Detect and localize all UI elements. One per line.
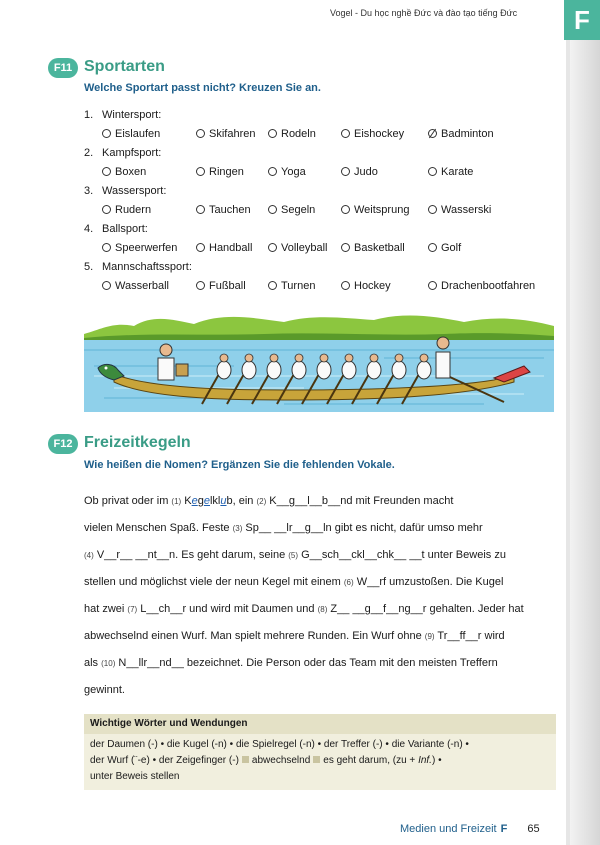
circle-icon[interactable] xyxy=(268,129,277,138)
text-line xyxy=(84,569,554,596)
circle-icon[interactable] xyxy=(268,205,277,214)
text-segment: Z__ __g__f__ng__r gehalten. Jeder hat xyxy=(327,603,524,615)
header-text: Vogel - Du học nghề Đức và đào tạo tiếng Đức xyxy=(330,8,518,18)
option-label: Skifahren xyxy=(209,128,256,140)
text-line xyxy=(84,488,554,515)
filled-answer[interactable]: e xyxy=(191,495,198,507)
option-item[interactable] xyxy=(102,163,146,182)
text-segment: N__llr__nd__ bezeichnet. Die Person oder das Team mit den meisten Treffern xyxy=(115,657,498,669)
text-line xyxy=(84,650,554,677)
option-item[interactable] xyxy=(341,239,405,258)
page-edge xyxy=(570,0,600,845)
option-label: Fußball xyxy=(209,280,246,292)
gap-number: (7) xyxy=(127,605,138,614)
circle-icon[interactable] xyxy=(196,205,205,214)
text-segment: als xyxy=(84,657,102,669)
option-label: Weitsprung xyxy=(354,204,410,216)
gap-number: (1) xyxy=(171,497,182,506)
circle-icon[interactable] xyxy=(428,167,437,176)
text-segment: K xyxy=(181,495,192,507)
chapter-tab: F xyxy=(564,0,600,40)
text-segment: stellen und möglichst viele der neun Kegel mit einem xyxy=(84,576,344,588)
text-line xyxy=(84,515,554,542)
instruction-f11: Welche Sportart passt nicht? Kreuzen Sie an. xyxy=(84,82,321,94)
gap-number: (6) xyxy=(343,578,354,587)
text-segment: Sp__ __lr__g__ln gibt es nicht, dafür umso mehr xyxy=(242,522,483,534)
text-segment: W__rf umzustoßen. Die Kugel xyxy=(353,576,504,588)
option-item[interactable] xyxy=(428,239,461,258)
circle-icon[interactable] xyxy=(268,243,277,252)
option-item[interactable] xyxy=(428,163,473,182)
option-label: Drachenbootfahren xyxy=(441,280,536,292)
gap-number: (9) xyxy=(424,632,435,641)
text-segment: K__g__l__b__nd mit Freunden macht xyxy=(266,495,454,507)
circle-icon[interactable] xyxy=(196,243,205,252)
option-item[interactable] xyxy=(428,277,535,296)
option-item[interactable] xyxy=(341,125,404,144)
text-segment: hat zwei xyxy=(84,603,128,615)
option-label: Rudern xyxy=(115,204,152,216)
option-item[interactable] xyxy=(196,277,246,296)
vocab-line-3: unter Beweis stellen xyxy=(90,771,180,782)
vocab-body xyxy=(84,734,556,790)
gap-number: (4) xyxy=(84,551,94,560)
option-label: Karate xyxy=(441,166,474,178)
option-item[interactable] xyxy=(196,163,244,182)
option-item[interactable] xyxy=(268,277,315,296)
text-segment: lkl xyxy=(209,495,221,507)
page-edge-shadow xyxy=(566,0,570,845)
text-line xyxy=(84,542,554,569)
option-item[interactable] xyxy=(196,125,255,144)
gap-number: (10) xyxy=(101,659,116,668)
circle-icon[interactable] xyxy=(428,243,437,252)
exercise-badge-f11: F11 xyxy=(48,58,78,78)
option-label: Boxen xyxy=(115,166,147,178)
circle-icon[interactable] xyxy=(341,243,350,252)
option-item[interactable] xyxy=(102,201,151,220)
question-label: 3. Wassersport: xyxy=(84,185,167,197)
option-label: Volleyball xyxy=(281,242,328,254)
circle-icon[interactable] xyxy=(196,167,205,176)
option-label: Rodeln xyxy=(281,128,316,140)
option-label: Turnen xyxy=(281,280,316,292)
option-item[interactable] xyxy=(196,201,251,220)
page-footer xyxy=(400,823,540,835)
cloze-text xyxy=(84,488,554,704)
option-label: Eishockey xyxy=(354,128,405,140)
dragon-boat-illustration xyxy=(84,308,554,418)
text-segment: L__ch__r und wird mit Daumen und xyxy=(137,603,318,615)
circle-icon[interactable] xyxy=(102,281,111,290)
option-label: Golf xyxy=(441,242,462,254)
option-item[interactable] xyxy=(341,163,378,182)
vocab-line-1: der Daumen (-) • die Kugel (-n) • die Spielregel (-n) • der Treffer (-) • die Variante (-n) • xyxy=(90,739,469,750)
circle-icon[interactable] xyxy=(341,129,350,138)
option-item[interactable] xyxy=(196,239,252,258)
text-segment: vielen Menschen Spaß. Feste xyxy=(84,522,233,534)
text-segment: b, ein xyxy=(226,495,257,507)
filled-answer[interactable]: e xyxy=(203,495,210,507)
circle-icon[interactable] xyxy=(268,281,277,290)
question-label: 2. Kampfsport: xyxy=(84,147,162,159)
circle-icon[interactable] xyxy=(341,281,350,290)
footer-letter: F xyxy=(500,823,508,835)
page-number: 65 xyxy=(527,823,540,835)
options-row xyxy=(84,125,564,144)
circle-icon[interactable] xyxy=(196,281,205,290)
circle-icon[interactable] xyxy=(102,167,111,176)
circle-icon[interactable] xyxy=(196,129,205,138)
circle-icon[interactable] xyxy=(102,205,111,214)
gap-number: (2) xyxy=(256,497,267,506)
text-segment: g xyxy=(197,495,204,507)
section-title-sportarten: Sportarten xyxy=(84,58,165,75)
separator-square-icon xyxy=(313,756,320,763)
option-label: Wasserball xyxy=(115,280,169,292)
option-label: Hockey xyxy=(354,280,391,292)
exercise-badge-f12: F12 xyxy=(48,434,78,454)
gap-number: (8) xyxy=(317,605,328,614)
filled-answer[interactable]: u xyxy=(220,495,227,507)
gap-number: (5) xyxy=(288,551,299,560)
options-row xyxy=(84,239,564,258)
option-item[interactable] xyxy=(341,201,409,220)
option-item[interactable] xyxy=(341,277,391,296)
question-label: 5. Mannschaftssport: xyxy=(84,261,192,273)
text-line xyxy=(84,623,554,650)
option-label: Handball xyxy=(209,242,253,254)
question-label: 4. Ballsport: xyxy=(84,223,148,235)
option-item[interactable] xyxy=(268,125,316,144)
option-label: Basketball xyxy=(354,242,405,254)
vocab-line-2: der Wurf (¨-e) • der Zeigefinger (-) abwechselnd es geht darum, (zu + Inf.) • xyxy=(90,755,442,766)
option-item[interactable] xyxy=(102,277,169,296)
option-label: Segeln xyxy=(281,204,316,216)
option-label: Badminton xyxy=(441,128,494,140)
circle-icon[interactable] xyxy=(428,281,437,290)
vocab-box xyxy=(84,714,556,790)
option-label: Tauchen xyxy=(209,204,251,216)
gap-number: (3) xyxy=(232,524,243,533)
instruction-f12: Wie heißen die Nomen? Ergänzen Sie die fehlenden Vokale. xyxy=(84,459,395,471)
separator-square-icon xyxy=(242,756,249,763)
question-label: 1. Wintersport: xyxy=(84,109,162,121)
footer-section: Medien und Freizeit xyxy=(400,823,497,835)
circle-icon[interactable] xyxy=(341,205,350,214)
option-item[interactable] xyxy=(268,239,327,258)
option-label: Ringen xyxy=(209,166,244,178)
option-label: Wasserski xyxy=(441,204,492,216)
text-segment: G__sch__ckl__chk__ __t unter Beweis zu xyxy=(298,549,506,561)
option-item[interactable] xyxy=(102,239,177,258)
text-line xyxy=(84,596,554,623)
section-title-freizeitkegeln: Freizeitkegeln xyxy=(84,434,191,451)
circle-icon[interactable] xyxy=(428,205,437,214)
circle-icon[interactable] xyxy=(268,167,277,176)
circle-icon[interactable] xyxy=(102,129,111,138)
option-item[interactable] xyxy=(268,163,306,182)
text-segment: Tr__ff__r wird xyxy=(434,630,505,642)
option-item[interactable] xyxy=(428,201,491,220)
options-row xyxy=(84,277,564,296)
option-label: Judo xyxy=(354,166,378,178)
text-segment: gewinnt. xyxy=(84,684,125,696)
option-item[interactable] xyxy=(102,125,160,144)
options-row xyxy=(84,201,564,220)
exercise-f11-list xyxy=(84,106,564,296)
circle-icon[interactable] xyxy=(341,167,350,176)
circle-icon[interactable] xyxy=(102,243,111,252)
text-segment: abwechselnd einen Wurf. Man spielt mehrere Runden. Ein Wurf ohne xyxy=(84,630,425,642)
text-segment: V__r__ __nt__n. Es geht darum, seine xyxy=(93,549,289,561)
vocab-title: Wichtige Wörter und Wendungen xyxy=(84,714,556,734)
text-segment: Ob privat oder im xyxy=(84,495,172,507)
option-label: Speerwerfen xyxy=(115,242,178,254)
option-label: Yoga xyxy=(281,166,306,178)
option-item[interactable] xyxy=(268,201,315,220)
text-line xyxy=(84,677,554,704)
option-item[interactable] xyxy=(428,125,494,144)
options-row xyxy=(84,163,564,182)
checked-circle-icon[interactable] xyxy=(428,129,437,138)
option-label: Eislaufen xyxy=(115,128,161,140)
